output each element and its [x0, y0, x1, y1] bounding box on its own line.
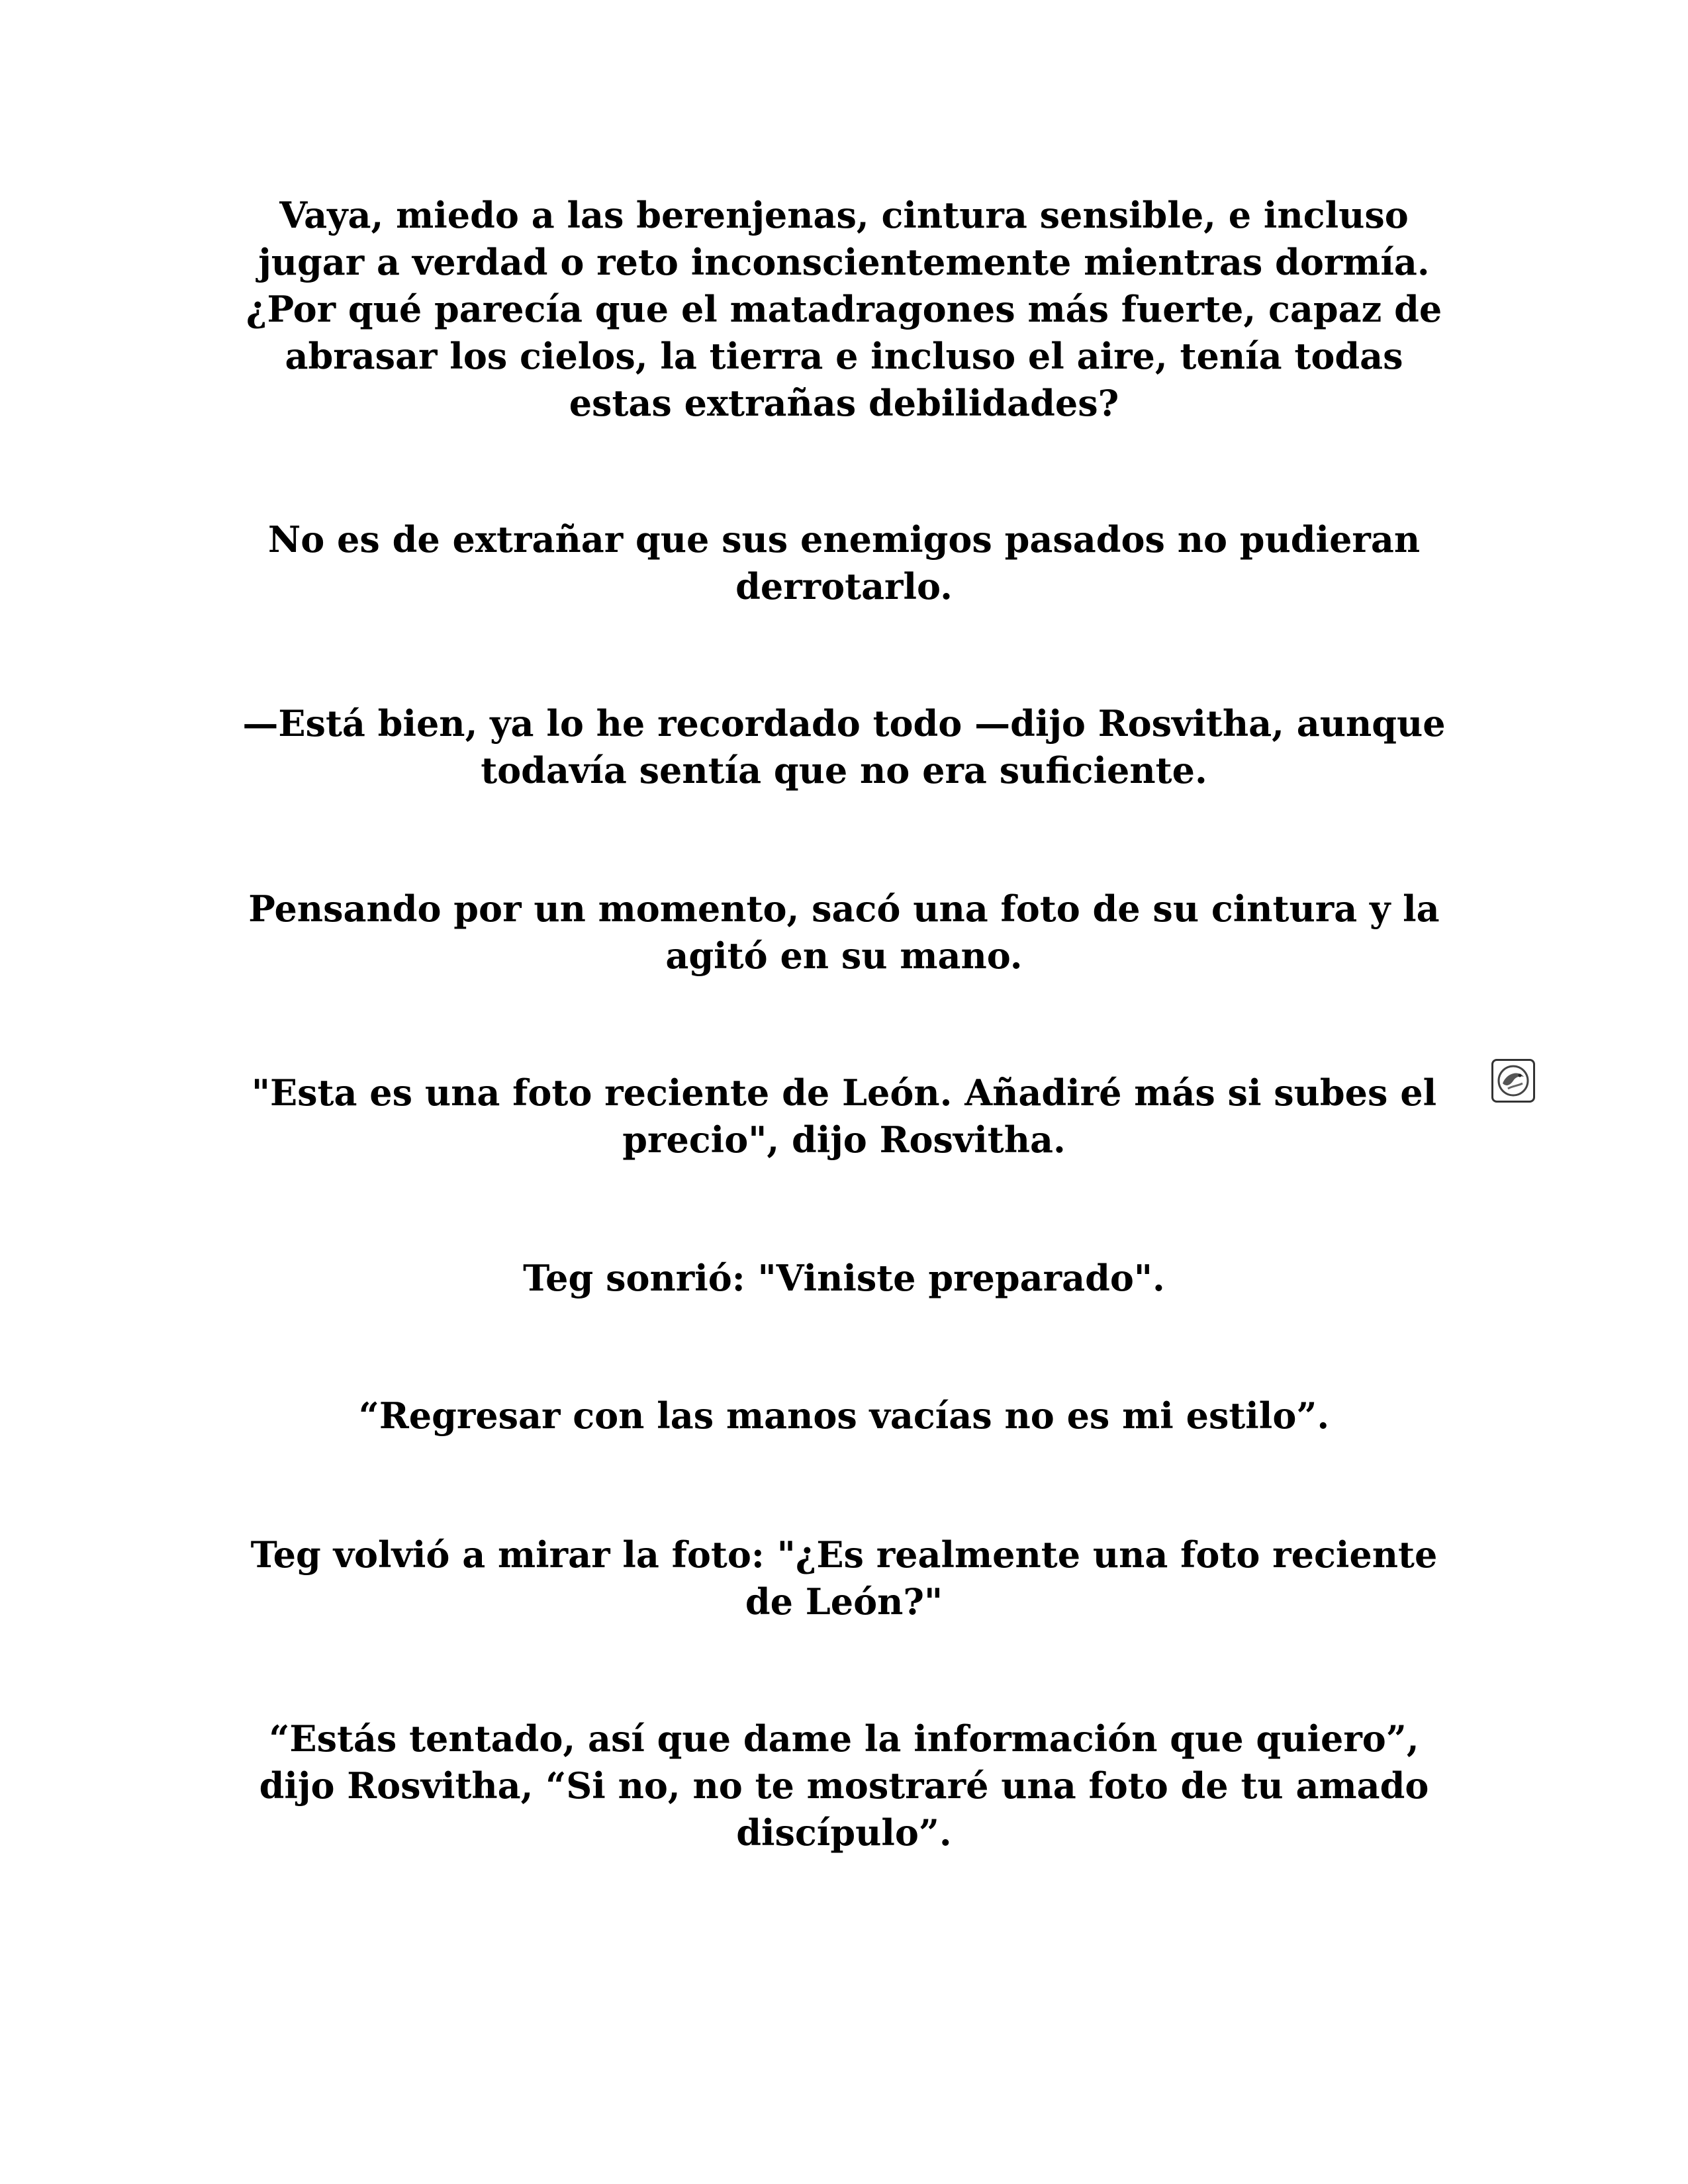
paragraph: Pensando por un momento, sacó una foto de su cintura y la agitó en su mano. [248, 887, 1440, 977]
dragon-logo-icon [1491, 1059, 1535, 1103]
paragraph: Vaya, miedo a las berenjenas, cintura sensible, e incluso jugar a verdad o reto inconscientemente mientras dormía. ¿Por qué parecía que el matadragones más fuerte, capaz de abrasar los cielos, la tierra e incluso el aire, tenía todas estas extrañas debilidades? [246, 194, 1442, 424]
paragraph: “Regresar con las manos vacías no es mi estilo”. [358, 1394, 1330, 1437]
paragraph: —Está bien, ya lo he recordado todo —dijo Rosvitha, aunque todavía sentía que no era suficiente. [242, 702, 1446, 792]
paragraph: "Esta es una foto reciente de León. Añadiré más si subes el precio", dijo Rosvitha. [251, 1071, 1437, 1161]
dragon-logo-svg [1493, 1061, 1533, 1101]
paragraph: Teg sonrió: "Viniste preparado". [523, 1257, 1165, 1299]
paragraph: No es de extrañar que sus enemigos pasados no pudieran derrotarlo. [267, 518, 1421, 608]
paragraph: Teg volvió a mirar la foto: "¿Es realmente una foto reciente de León?" [250, 1533, 1438, 1623]
paragraph: “Estás tentado, así que dame la información que quiero”, dijo Rosvitha, “Si no, no te mostraré una foto de tu amado discípulo”. [259, 1717, 1429, 1854]
